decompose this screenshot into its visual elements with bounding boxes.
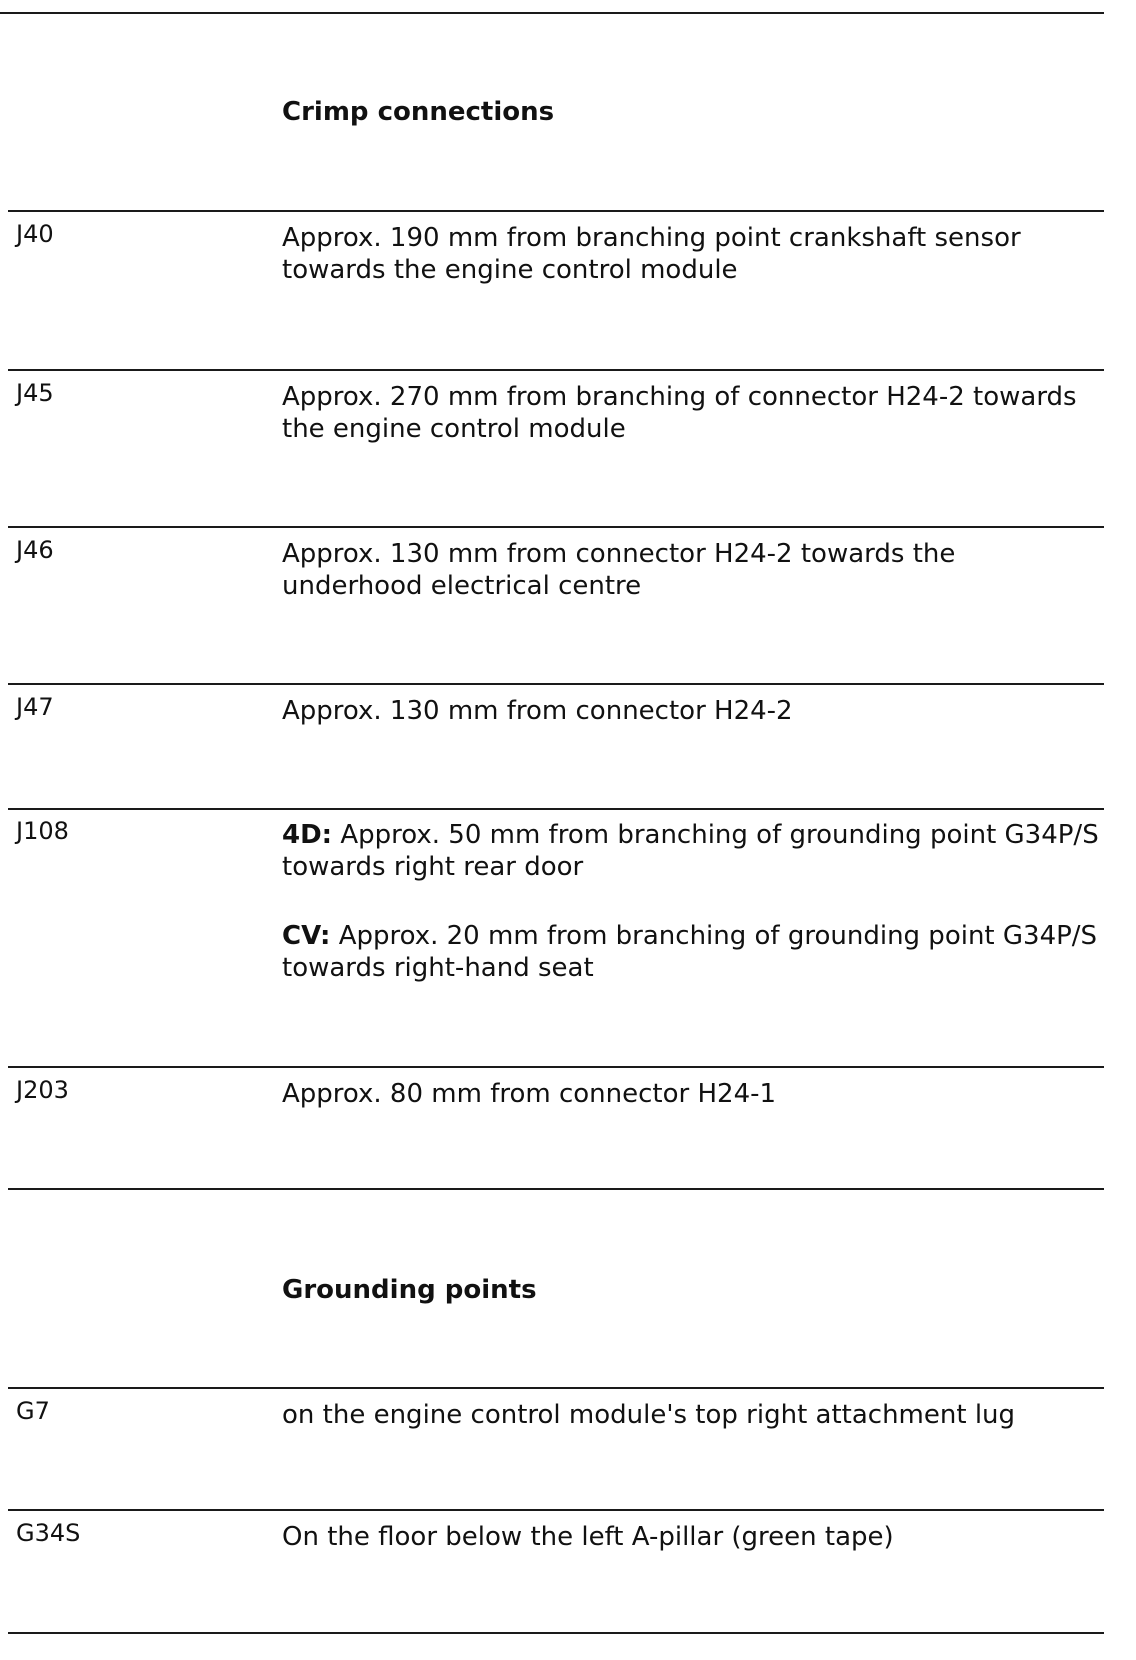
entry-label: CV: bbox=[282, 921, 331, 951]
row-code: J45 bbox=[16, 379, 54, 407]
row-description-text: On the floor below the left A-pillar (green tape) bbox=[282, 1522, 894, 1552]
row-description-text: on the engine control module's top right attachment lug bbox=[282, 1400, 1016, 1430]
row-code: J40 bbox=[16, 220, 54, 248]
row-description bbox=[282, 819, 1102, 984]
row-description-text: Approx. 130 mm from connector H24-2 bbox=[282, 696, 793, 726]
divider-row bbox=[8, 369, 1104, 371]
entry-label: 4D: bbox=[282, 820, 333, 850]
row-description-text: Approx. 80 mm from connector H24-1 bbox=[282, 1079, 777, 1109]
divider-row bbox=[8, 808, 1104, 810]
row-description bbox=[282, 222, 1102, 286]
divider-row bbox=[8, 526, 1104, 528]
section-heading-crimp-connections: Crimp connections bbox=[282, 97, 555, 127]
row-description bbox=[282, 1399, 1102, 1431]
row-description bbox=[282, 695, 1102, 727]
row-description bbox=[282, 1078, 1102, 1110]
row-code: G7 bbox=[16, 1397, 50, 1425]
row-code: J203 bbox=[16, 1076, 69, 1104]
row-code: G34S bbox=[16, 1519, 81, 1547]
entry-text: Approx. 20 mm from branching of grounding point G34P/S towards right-hand seat bbox=[282, 921, 1098, 983]
row-description-text: Approx. 190 mm from branching point crankshaft sensor towards the engine control module bbox=[282, 223, 1021, 285]
row-description-text: Approx. 130 mm from connector H24-2 towards the underhood electrical centre bbox=[282, 539, 956, 601]
row-code: J46 bbox=[16, 536, 54, 564]
row-description-entry bbox=[282, 920, 1102, 984]
row-description bbox=[282, 1521, 1102, 1553]
row-description-entry bbox=[282, 819, 1102, 883]
divider-row bbox=[8, 1387, 1104, 1389]
row-code: J108 bbox=[16, 817, 69, 845]
divider-bottom bbox=[8, 1632, 1104, 1634]
divider-row bbox=[8, 683, 1104, 685]
section-heading-grounding-points: Grounding points bbox=[282, 1275, 537, 1305]
row-code: J47 bbox=[16, 693, 54, 721]
divider-row bbox=[8, 1066, 1104, 1068]
divider-row bbox=[8, 210, 1104, 212]
row-description-text: Approx. 270 mm from branching of connector H24-2 towards the engine control module bbox=[282, 382, 1077, 444]
row-description bbox=[282, 538, 1102, 602]
row-description bbox=[282, 381, 1102, 445]
entry-text: Approx. 50 mm from branching of grounding point G34P/S towards right rear door bbox=[282, 820, 1099, 882]
divider-section bbox=[8, 1188, 1104, 1190]
divider-top bbox=[0, 12, 1104, 14]
divider-row bbox=[8, 1509, 1104, 1511]
